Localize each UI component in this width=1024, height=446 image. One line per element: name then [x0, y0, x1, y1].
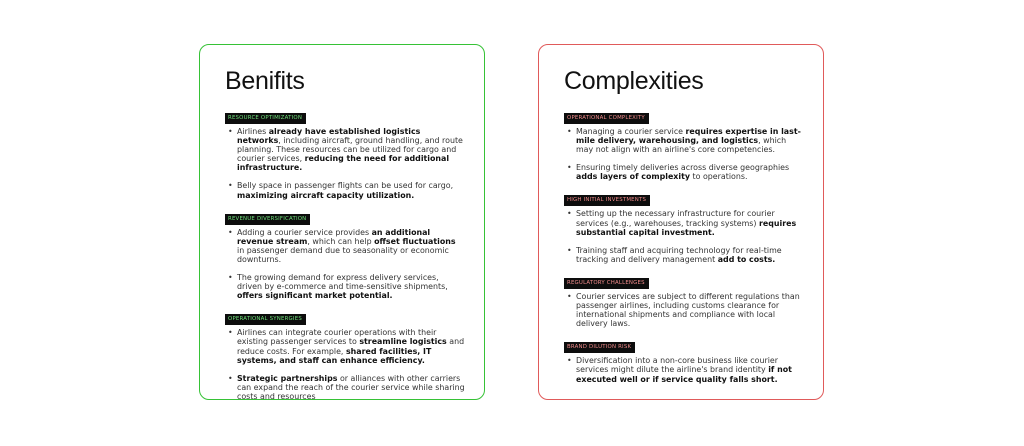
complexities-card [538, 44, 824, 400]
text: Ensuring timely deliveries across diverse geographies [576, 163, 790, 173]
section-list [564, 127, 804, 181]
list-item [225, 374, 465, 401]
text: in passenger demand due to seasonality or economic downturns. [237, 245, 449, 264]
list-item [225, 328, 465, 364]
text: , including aircraft, ground handling, and route planning. These resources can be utilized for cargo and courier services, [237, 136, 463, 164]
bold-text: an additional revenue stream [237, 227, 431, 246]
text: , which can help [307, 236, 375, 246]
bold-text: add to costs. [717, 254, 776, 264]
bold-text: Strategic partnerships [237, 373, 338, 383]
section-list [225, 328, 465, 401]
bold-text: maximizing aircraft capacity utilization. [237, 190, 415, 200]
bold-text: reducing the need for additional infrastructure. [237, 154, 450, 173]
list-item [225, 228, 465, 264]
list-item [225, 127, 465, 172]
list-item [564, 356, 804, 383]
section-tag: RESOURCE OPTIMIZATION [225, 113, 306, 124]
list-item [564, 246, 804, 264]
bold-text: requires substantial capital investment. [576, 218, 797, 237]
section-tag: HIGH INITIAL INVESTMENTS [564, 195, 650, 206]
text: or alliances with other carriers can expand the reach of the courier service while sharing costs and resources [237, 373, 465, 401]
section-list [225, 127, 465, 200]
bold-text: offers significant market potential. [237, 291, 393, 301]
list-item [564, 209, 804, 236]
complexities-title: Complexities [564, 67, 704, 95]
section-list [564, 356, 804, 383]
text: Belly space in passenger flights can be used for cargo, [237, 181, 454, 191]
list-item [564, 163, 804, 181]
list-item [564, 127, 804, 154]
section-list [564, 209, 804, 263]
text: Managing a courier service [576, 127, 686, 136]
text: Diversification into a non-core business like courier services might dilute the airline's brand identity [576, 356, 778, 375]
text: Airlines [237, 127, 269, 136]
list-item [564, 292, 804, 328]
complexities-sections [564, 104, 823, 384]
section-tag: REVENUE DIVERSIFICATION [225, 214, 310, 225]
bold-text: if not executed well or if service quality falls short. [576, 365, 792, 384]
bold-text: already have established logistics networks [237, 127, 421, 146]
benefits-card [199, 44, 485, 400]
text: , which may not align with an airline's core competencies. [576, 136, 787, 155]
text: Courier services are subject to different regulations than passenger airlines, including customs clearance for international shipments and compliance with local delivery laws. [576, 291, 800, 329]
bold-text: shared facilities, IT systems, and staff can enhance efficiency. [237, 346, 432, 365]
text: and reduce costs. For example, [237, 337, 465, 356]
section-list [225, 228, 465, 301]
benefits-sections [225, 104, 484, 401]
text: Setting up the necessary infrastructure for courier services (e.g., warehouses, tracking systems) [576, 209, 775, 228]
section-tag: OPERATIONAL COMPLEXITY [564, 113, 649, 124]
section-list [564, 292, 804, 328]
section-tag: BRAND DILUTION RISK [564, 342, 635, 353]
list-item [225, 181, 465, 199]
text: Training staff and acquiring technology for real-time tracking and delivery management [576, 245, 782, 264]
benefits-title: Benifits [225, 67, 305, 95]
section-tag: REGULATORY CHALLENGES [564, 278, 649, 289]
bold-text: requires expertise in last-mile delivery, warehousing, and logistics [576, 127, 801, 146]
bold-text: streamline logistics [359, 337, 447, 347]
list-item [225, 273, 465, 300]
section-tag: OPERATIONAL SYNERGIES [225, 314, 306, 325]
text: The growing demand for express delivery services, driven by e-commerce and time-sensitive shipments, [237, 273, 448, 292]
text: Airlines can integrate courier operations with their existing passenger services to [237, 328, 437, 347]
bold-text: offset fluctuations [374, 236, 456, 246]
text: to operations. [690, 172, 748, 182]
bold-text: adds layers of complexity [576, 172, 691, 182]
text: Adding a courier service provides [237, 227, 372, 237]
